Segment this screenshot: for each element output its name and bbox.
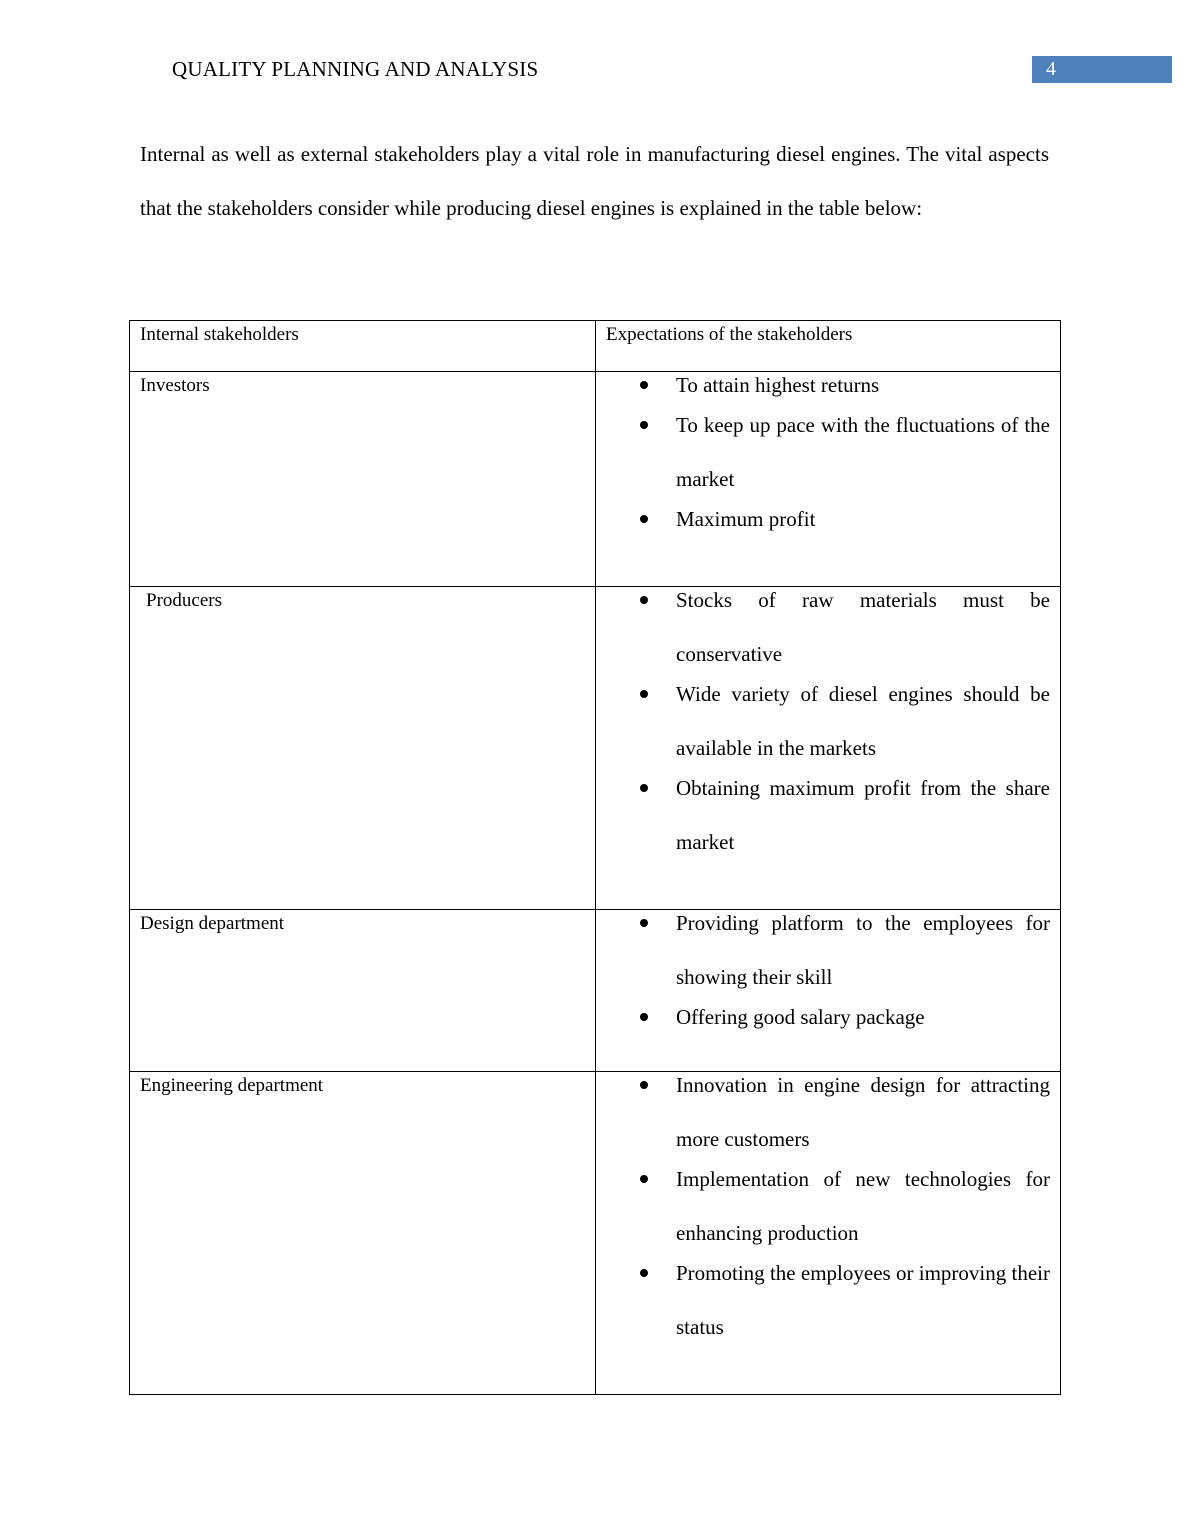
stakeholder-cell [130,910,596,1072]
header-label: Expectations of the stakeholders [606,324,853,345]
expectations-cell [596,1072,1061,1395]
expectations-cell [596,587,1061,910]
expectation-text: Innovation in engine design for attracting more customers [676,1073,1050,1151]
expectation-text: Offering good salary package [676,1005,925,1029]
running-header-title: QUALITY PLANNING AND ANALYSIS [172,57,539,81]
bullet-icon [640,596,648,604]
expectation-text: To attain highest returns [676,373,880,397]
header-label: Internal stakeholders [140,324,299,345]
expectations-cell [596,910,1061,1072]
list-item [676,761,1050,869]
expectations-list [596,573,1060,869]
stakeholder-cell [130,1072,596,1395]
expectation-text: Maximum profit [676,507,816,531]
list-item [676,1246,1050,1354]
list-item [676,492,1050,546]
list-item [676,1152,1050,1260]
expectation-text: Obtaining maximum profit from the share market [676,776,1050,854]
stakeholder-name: Investors [140,375,210,396]
stakeholder-cell [130,587,596,910]
list-item [676,667,1050,775]
expectation-text: Wide variety of diesel engines should be available in the markets [676,682,1050,760]
bullet-icon [640,784,648,792]
bullet-icon [640,690,648,698]
stakeholder-name: Producers [146,590,222,611]
list-item [676,896,1050,1004]
list-item [676,398,1050,506]
expectation-text: To keep up pace with the fluctuations of the market [676,413,1050,491]
expectation-text: Implementation of new technologies for enhancing production [676,1167,1050,1245]
table-row [130,910,1061,1072]
intro-paragraph: Internal as well as external stakeholders play a vital role in manufacturing diesel engines. The vital aspects that the stakeholders consider while producing diesel engines is explained in the table below: [140,142,1049,220]
expectation-text: Providing platform to the employees for showing their skill [676,911,1050,989]
page-number: 4 [1046,58,1056,80]
bullet-icon [640,381,648,389]
stakeholder-name: Design department [140,913,285,934]
expectations-list [596,358,1060,546]
stakeholder-name: Engineering department [140,1075,324,1096]
bullet-icon [640,421,648,429]
expectation-text: Stocks of raw materials must be conservative [676,588,1050,666]
table-row [130,587,1061,910]
expectations-cell [596,372,1061,587]
bullet-icon [640,1175,648,1183]
bullet-icon [640,515,648,523]
bullet-icon [640,919,648,927]
bullet-icon [640,1269,648,1277]
page-number-badge [1032,56,1172,83]
expectations-list [596,896,1060,1044]
header-cell-stakeholders [130,321,596,372]
table-row [130,1072,1061,1395]
list-item [676,573,1050,681]
table-row [130,372,1061,587]
list-item [676,990,1050,1044]
bullet-icon [640,1081,648,1089]
bullet-icon [640,1013,648,1021]
list-item [676,1058,1050,1166]
stakeholder-cell [130,372,596,587]
expectations-list [596,1058,1060,1354]
stakeholder-table [129,320,1061,1395]
expectation-text: Promoting the employees or improving their status [676,1261,1050,1339]
